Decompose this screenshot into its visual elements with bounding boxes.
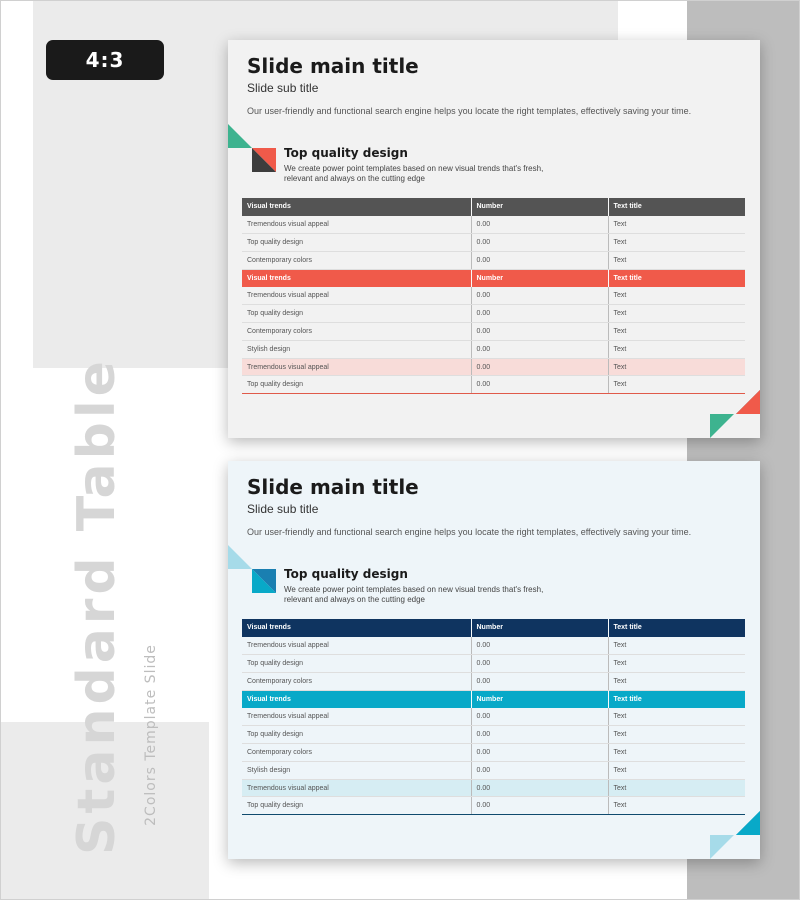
cell-text-title: Text [608,323,745,341]
feature-description: We create power point templates based on new visual trends that's fresh, relevant and always on the cutting edge [284,164,544,183]
cell-visual-trend: Visual trends [247,695,291,703]
cell-text-title: Text [608,744,745,762]
cell-text-title: Text [608,234,745,252]
cell-number: 0.00 [471,761,608,779]
table-row [242,637,745,655]
cell-visual-trend: Stylish design [242,340,471,358]
cell-number: Number [471,690,608,708]
data-table [242,619,745,815]
cell-visual-trend: Top quality design [242,655,471,673]
triangle-shape [710,835,734,859]
table-row [242,305,745,323]
cell-text-title: Text [608,672,745,690]
cell-visual-trend: Tremendous visual appeal [242,708,471,726]
slide-main-title: Slide main title [247,475,419,499]
cell-text-title: Text [608,708,745,726]
cell-number: 0.00 [471,708,608,726]
cell-number: Number [471,198,608,216]
side-title: Standard Table [67,357,127,855]
cell-text-title: Text [608,655,745,673]
cell-text-title: Text [608,358,745,376]
table-row [242,779,745,797]
cell-text-title: Text [608,287,745,305]
table-row [242,672,745,690]
cell-number: 0.00 [471,376,608,394]
cell-visual-trend: Visual trends [247,624,291,632]
slide-main-title: Slide main title [247,54,419,78]
table-row [242,708,745,726]
cell-number: 0.00 [471,637,608,655]
cell-number: 0.00 [471,655,608,673]
table-row [242,358,745,376]
aspect-ratio-badge: 4:3 [46,40,164,80]
slide-description: Our user-friendly and functional search engine helps you locate the right templates, effectively saving your time. [247,106,692,116]
triangle-shape [736,811,760,835]
triangle-shape [710,414,734,438]
cell-number: 0.00 [471,216,608,234]
cell-number: 0.00 [471,305,608,323]
triangle-shape [228,545,252,569]
cell-text-title: Text [608,251,745,269]
cell-visual-trend: Top quality design [242,797,471,815]
cell-text-title: Text [608,761,745,779]
cell-visual-trend: Visual trends [247,203,291,211]
table-row [242,251,745,269]
cell-number: 0.00 [471,779,608,797]
cell-visual-trend: Contemporary colors [242,323,471,341]
slide-sub-title: Slide sub title [247,81,319,95]
cell-visual-trend: Top quality design [242,376,471,394]
cell-text-title: Text title [608,619,745,637]
cell-number: 0.00 [471,358,608,376]
cell-text-title: Text [608,340,745,358]
cell-text-title: Text [608,305,745,323]
cell-text-title: Text title [608,269,745,287]
table-row [242,726,745,744]
cell-number: 0.00 [471,672,608,690]
table-row [242,340,745,358]
cell-number: 0.00 [471,323,608,341]
triangle-shape [228,124,252,148]
data-table [242,198,745,394]
slide-preview-red[interactable] [228,40,760,438]
cell-text-title: Text [608,797,745,815]
slide-description: Our user-friendly and functional search engine helps you locate the right templates, effectively saving your time. [247,527,692,537]
cell-visual-trend: Visual trends [247,274,291,282]
table-row [242,797,745,815]
cell-number: Number [471,269,608,287]
cell-text-title: Text [608,726,745,744]
table-row [242,323,745,341]
cell-number: Number [471,619,608,637]
cell-number: 0.00 [471,797,608,815]
cell-number: 0.00 [471,340,608,358]
feature-title: Top quality design [284,146,408,160]
table-header-row [242,198,745,216]
table-header-row [242,619,745,637]
feature-title: Top quality design [284,567,408,581]
cell-visual-trend: Top quality design [242,234,471,252]
cell-visual-trend: Tremendous visual appeal [242,216,471,234]
cell-visual-trend: Tremendous visual appeal [242,287,471,305]
cell-number: 0.00 [471,726,608,744]
cell-visual-trend: Contemporary colors [242,744,471,762]
cell-visual-trend: Contemporary colors [242,672,471,690]
cell-visual-trend: Contemporary colors [242,251,471,269]
cell-number: 0.00 [471,234,608,252]
cell-text-title: Text [608,779,745,797]
cell-visual-trend: Top quality design [242,726,471,744]
table-header-row [242,690,745,708]
cell-number: 0.00 [471,744,608,762]
triangle-shape [736,390,760,414]
side-subtitle: 2Colors Template Slide [143,644,159,826]
cell-visual-trend: Tremendous visual appeal [242,779,471,797]
cell-number: 0.00 [471,251,608,269]
table-row [242,376,745,394]
triangle-shape [252,569,276,593]
cell-text-title: Text [608,637,745,655]
cell-text-title: Text title [608,690,745,708]
cell-visual-trend: Stylish design [242,761,471,779]
cell-visual-trend: Top quality design [242,305,471,323]
cell-text-title: Text title [608,198,745,216]
cell-text-title: Text [608,216,745,234]
slide-preview-blue[interactable] [228,461,760,859]
cell-text-title: Text [608,376,745,394]
cell-visual-trend: Tremendous visual appeal [242,358,471,376]
feature-description: We create power point templates based on new visual trends that's fresh, relevant and always on the cutting edge [284,585,544,604]
triangle-shape [252,148,276,172]
table-row [242,655,745,673]
table-row [242,234,745,252]
table-row [242,761,745,779]
cell-visual-trend: Tremendous visual appeal [242,637,471,655]
slide-sub-title: Slide sub title [247,502,319,516]
table-row [242,287,745,305]
table-header-row [242,269,745,287]
table-row [242,216,745,234]
cell-number: 0.00 [471,287,608,305]
table-row [242,744,745,762]
